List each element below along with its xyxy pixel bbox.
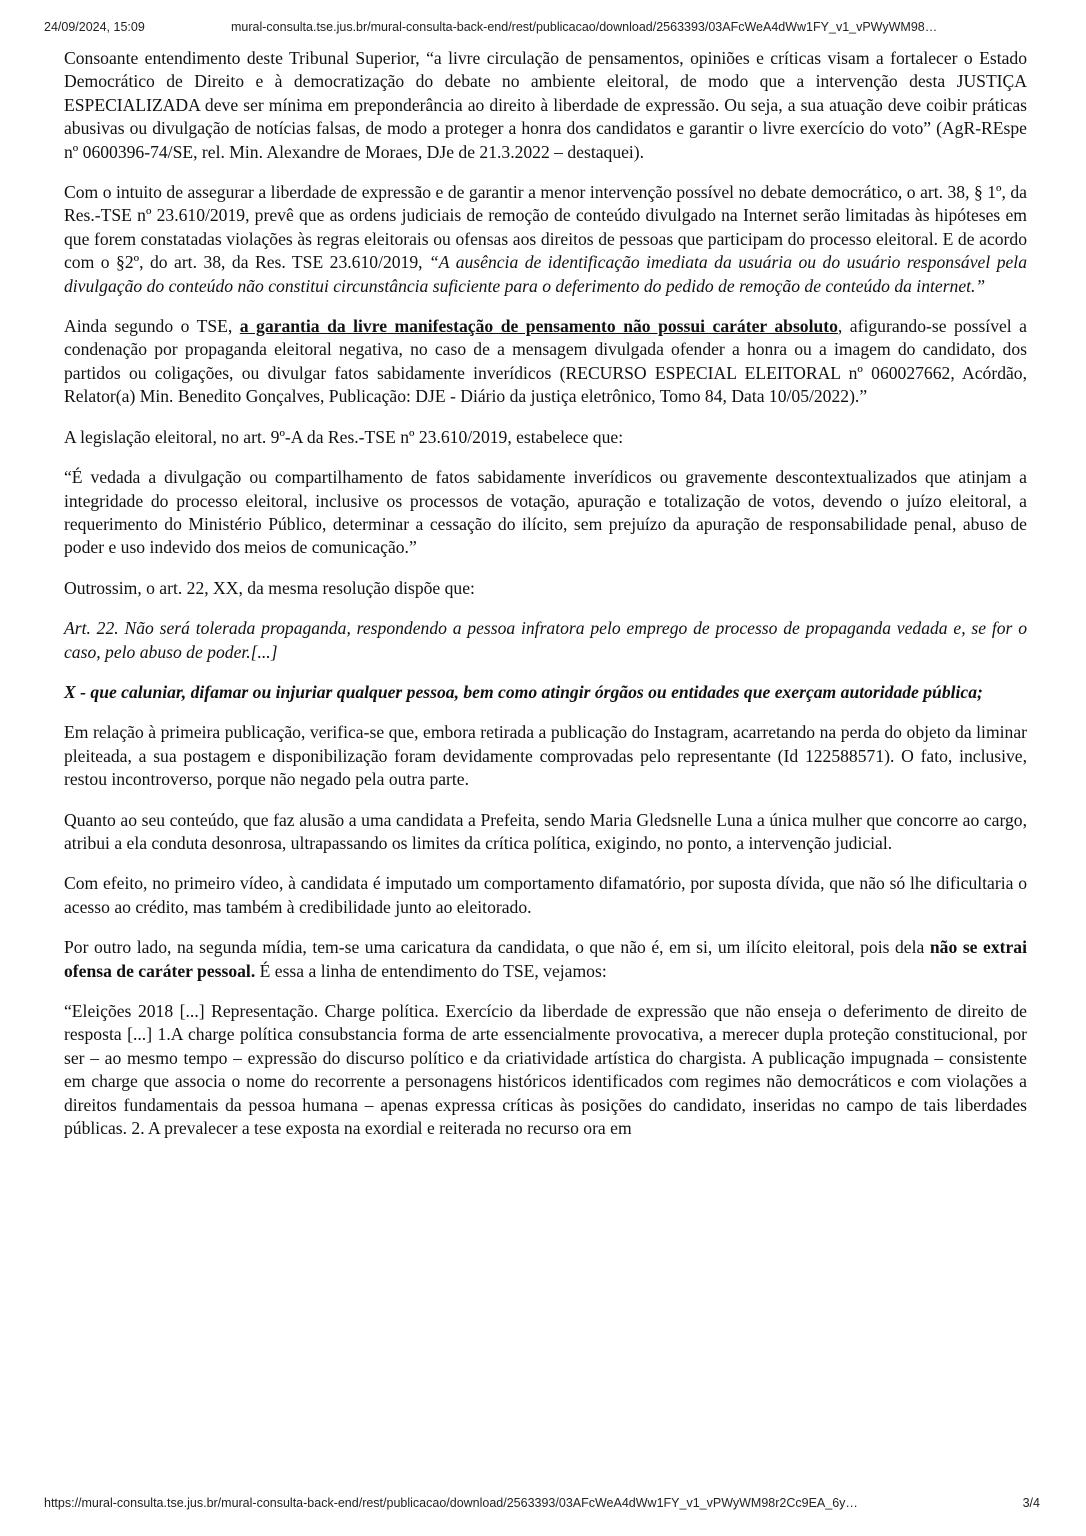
document-body: [64, 47, 1027, 1157]
paragraph-13-quote: “Eleições 2018 [...] Representação. Charge política. Exercício da liberdade de expressão que não enseja o deferimento de direito de resposta [...] 1.A charge política consubstancia forma de arte essencialmente provocativa, a merecer dupla proteção constitucional, por ser – ao mesmo tempo – expressão do discurso político e da criatividade artística do chargista. A publicação impugnada – consistente em charge que associa o nome do recorrente a personagens históricos identificados com regimes não democráticos e com violações a direitos fundamentais da pessoa humana – apenas expressa críticas às posições do candidato, inseridas no campo de tais liberdades públicas. 2. A prevalecer a tese exposta na exordial e reiterada no recurso ora em: [64, 1001, 1027, 1139]
print-footer-url: https://mural-consulta.tse.jus.br/mural-consulta-back-end/rest/publicacao/download/2563393/03AFcWeA4dWw1FY_v1_vPWyWM98r2Cc9EA_6y…: [44, 1496, 858, 1510]
print-header: [44, 20, 1046, 40]
paragraph-10: Quanto ao seu conteúdo, que faz alusão a uma candidata a Prefeita, sendo Maria Gledsnelle Luna a única mulher que concorre ao cargo, atribui a ela conduta desonrosa, ultrapassando os limites da crítica política, exigindo, no ponto, a intervenção judicial.: [64, 809, 1027, 853]
paragraph-3: [64, 315, 1027, 409]
paragraph-3-intro: Ainda segundo o TSE,: [64, 316, 240, 337]
print-datetime: 24/09/2024, 15:09: [44, 20, 145, 34]
paragraph-7-article: Art. 22. Não será tolerada propaganda, respondendo a pessoa infratora pelo emprego de processo de propaganda vedada e, se for o caso, pelo abuso de poder.[...]: [64, 618, 1027, 662]
paragraph-12-rest: É essa a linha de entendimento do TSE, vejamos:: [255, 960, 607, 981]
paragraph-2-quote: “A ausência de identificação imediata da usuária ou do usuário responsável pela divulgação do conteúdo não constitui circunstância suficiente para o deferimento do pedido de remoção de conteúdo da internet.”: [64, 252, 1027, 296]
paragraph-6: Outrossim, o art. 22, XX, da mesma resolução dispõe que:: [64, 577, 475, 598]
paragraph-4: A legislação eleitoral, no art. 9º-A da Res.-TSE nº 23.610/2019, estabelece que:: [64, 426, 624, 447]
print-header-url: mural-consulta.tse.jus.br/mural-consulta-back-end/rest/publicacao/download/2563393/03AFcWeA4dWw1FY_v1_vPWyWM98…: [231, 20, 938, 34]
paragraph-5-quote: “É vedada a divulgação ou compartilhamento de fatos sabidamente inverídicos ou gravemente descontextualizados que atinjam a integridade do processo eleitoral, inclusive os processos de votação, apuração e totalização de votos, devendo o juízo eleitoral, a requerimento do Ministério Público, determinar a cessação do ilícito, sem prejuízo da apuração de responsabilidade penal, abuso de poder e uso indevido dos meios de comunicação.”: [64, 467, 1027, 558]
paragraph-2-text: Com o intuito de assegurar a liberdade de expressão e de garantir a menor intervenção possível no debate democrático, o art. 38, § 1º, da Res.-TSE nº 23.610/2019, prevê que as ordens judiciais de remoção de conteúdo divulgado na Internet serão limitadas às hipóteses em que forem constatadas violações às regras eleitorais ou ofensas aos direitos de pessoas que participam do processo eleitoral. E de acordo com o §2º, do art. 38, da Res. TSE 23.610/2019,: [64, 182, 1027, 273]
paragraph-2: [64, 181, 1027, 298]
paragraph-9: Em relação à primeira publicação, verifica-se que, embora retirada a publicação do Instagram, acarretando na perda do objeto da liminar pleiteada, a sua postagem e disponibilização foram devidamente comprovadas pelo representante (Id 122588571). O fato, inclusive, restou incontroverso, porque não negado pela outra parte.: [64, 722, 1027, 790]
paragraph-12-emphasis: não se extrai ofensa de caráter pessoal.: [64, 937, 1027, 981]
paragraph-1: Consoante entendimento deste Tribunal Superior, “a livre circulação de pensamentos, opiniões e críticas visam a fortalecer o Estado Democrático de Direito e à democratização do debate no ambiente eleitoral, de modo que a intervenção desta JUSTIÇA ESPECIALIZADA deve ser mínima em preponderância ao direito à liberdade de expressão. Ou seja, a sua atuação deve coibir práticas abusivas ou divulgação de notícias falsas, de modo a proteger a honra dos candidatos e garantir o livre exercício do voto” (AgR-REspe nº 0600396-74/SE, rel. Min. Alexandre de Moraes, DJe de 21.3.2022 – destaquei).: [64, 48, 1027, 162]
paragraph-3-rest: , afigurando-se possível a condenação por propaganda eleitoral negativa, no caso de a mensagem divulgada ofender a honra ou a imagem do candidato, dos partidos ou coligações, ou divulgar fatos sabidamente inverídicos (RECURSO ESPECIAL ELEITORAL nº 060027662, Acórdão, Relator(a) Min. Benedito Gonçalves, Publicação: DJE - Diário da justiça eletrônico, Tomo 84, Data 10/05/2022).”: [64, 316, 1027, 407]
print-footer: [44, 1496, 1046, 1516]
paragraph-12-intro: Por outro lado, na segunda mídia, tem-se uma caricatura da candidata, o que não é, em si, um ilícito eleitoral, pois dela: [64, 937, 930, 958]
paragraph-11: Com efeito, no primeiro vídeo, à candidata é imputado um comportamento difamatório, por suposta dívida, que não só lhe dificultaria o acesso ao crédito, mas também à credibilidade junto ao eleitorado.: [64, 873, 1027, 917]
paragraph-8-item: X - que caluniar, difamar ou injuriar qualquer pessoa, bem como atingir órgãos ou entidades que exerçam autoridade pública;: [64, 681, 983, 702]
page-number: 3/4: [1022, 1496, 1040, 1510]
paragraph-3-emphasis: a garantia da livre manifestação de pensamento não possui caráter absoluto: [239, 316, 838, 337]
paragraph-12: [64, 936, 1027, 983]
